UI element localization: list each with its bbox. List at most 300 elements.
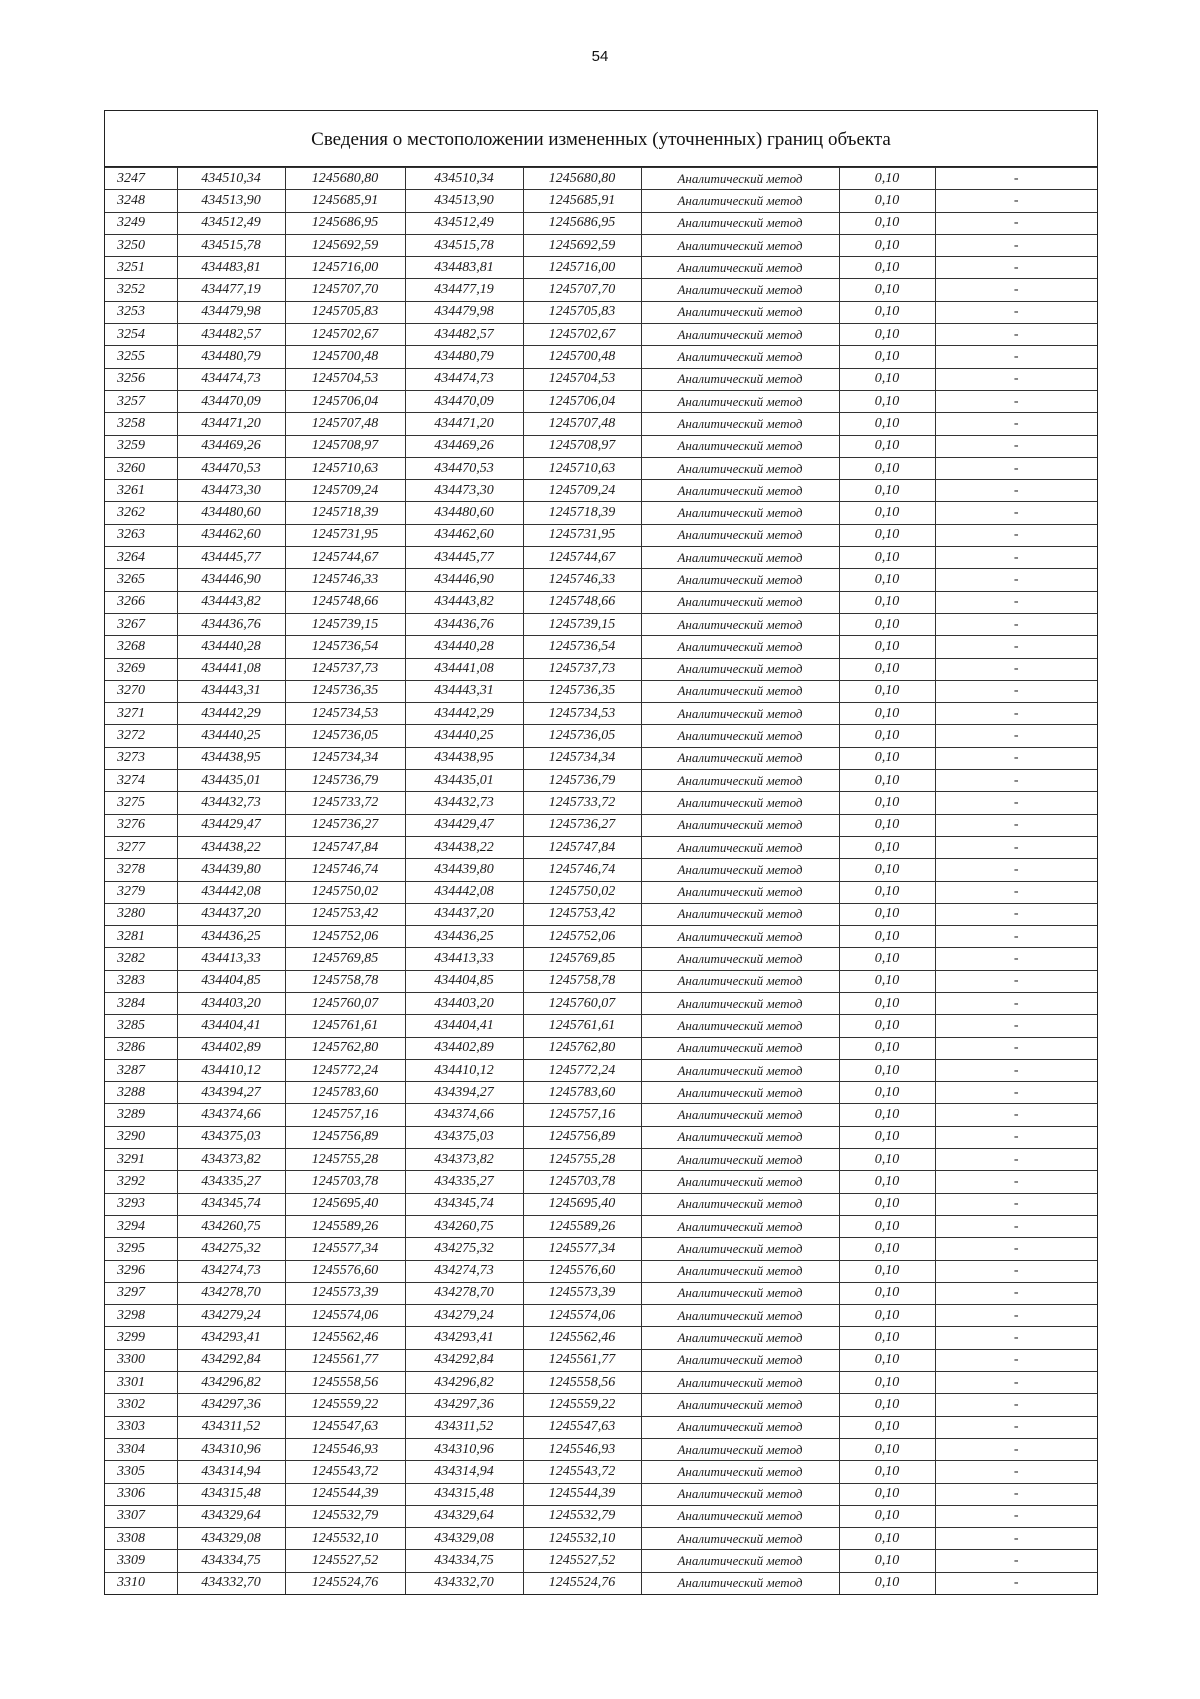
x-refined-cell: 434311,52	[405, 1416, 523, 1438]
x-existing-cell: 434332,70	[177, 1572, 285, 1594]
method-cell: Аналитический метод	[641, 948, 839, 970]
method-cell: Аналитический метод	[641, 1193, 839, 1215]
method-cell: Аналитический метод	[641, 859, 839, 881]
method-cell: Аналитический метод	[641, 1438, 839, 1460]
y-existing-cell: 1245744,67	[285, 547, 405, 569]
precision-cell: 0,10	[839, 547, 935, 569]
table-row	[105, 1215, 1097, 1237]
method-cell: Аналитический метод	[641, 234, 839, 256]
y-existing-cell: 1245750,02	[285, 881, 405, 903]
x-existing-cell: 434292,84	[177, 1349, 285, 1371]
y-refined-cell: 1245559,22	[523, 1394, 641, 1416]
precision-cell: 0,10	[839, 926, 935, 948]
table-row	[105, 903, 1097, 925]
precision-cell: 0,10	[839, 1260, 935, 1282]
table-row	[105, 1238, 1097, 1260]
y-existing-cell: 1245736,27	[285, 814, 405, 836]
x-refined-cell: 434435,01	[405, 770, 523, 792]
point-number-cell: 3288	[105, 1082, 177, 1104]
point-number-cell: 3272	[105, 725, 177, 747]
y-refined-cell: 1245703,78	[523, 1171, 641, 1193]
table-row	[105, 1059, 1097, 1081]
y-existing-cell: 1245695,40	[285, 1193, 405, 1215]
point-number-cell: 3306	[105, 1483, 177, 1505]
y-existing-cell: 1245718,39	[285, 502, 405, 524]
x-existing-cell: 434470,09	[177, 390, 285, 412]
precision-cell: 0,10	[839, 368, 935, 390]
y-refined-cell: 1245543,72	[523, 1461, 641, 1483]
y-existing-cell: 1245546,93	[285, 1438, 405, 1460]
x-existing-cell: 434440,28	[177, 636, 285, 658]
table-row	[105, 390, 1097, 412]
x-refined-cell: 434404,41	[405, 1015, 523, 1037]
point-number-cell: 3253	[105, 301, 177, 323]
precision-cell: 0,10	[839, 1572, 935, 1594]
table-row	[105, 1461, 1097, 1483]
x-refined-cell: 434442,29	[405, 703, 523, 725]
x-refined-cell: 434443,31	[405, 680, 523, 702]
table-row	[105, 547, 1097, 569]
method-cell: Аналитический метод	[641, 703, 839, 725]
x-refined-cell: 434274,73	[405, 1260, 523, 1282]
precision-cell: 0,10	[839, 680, 935, 702]
point-number-cell: 3287	[105, 1059, 177, 1081]
point-number-cell: 3308	[105, 1528, 177, 1550]
description-cell: -	[935, 636, 1097, 658]
point-number-cell: 3284	[105, 992, 177, 1014]
x-existing-cell: 434293,41	[177, 1327, 285, 1349]
point-number-cell: 3298	[105, 1305, 177, 1327]
table-row	[105, 1438, 1097, 1460]
method-cell: Аналитический метод	[641, 324, 839, 346]
x-refined-cell: 434471,20	[405, 413, 523, 435]
description-cell: -	[935, 435, 1097, 457]
table-row	[105, 234, 1097, 256]
description-cell: -	[935, 1126, 1097, 1148]
description-cell: -	[935, 1215, 1097, 1237]
y-existing-cell: 1245746,33	[285, 569, 405, 591]
table-row	[105, 814, 1097, 836]
x-refined-cell: 434297,36	[405, 1394, 523, 1416]
point-number-cell: 3274	[105, 770, 177, 792]
y-existing-cell: 1245731,95	[285, 524, 405, 546]
x-refined-cell: 434479,98	[405, 301, 523, 323]
description-cell: -	[935, 1438, 1097, 1460]
point-number-cell: 3264	[105, 547, 177, 569]
precision-cell: 0,10	[839, 1461, 935, 1483]
description-cell: -	[935, 569, 1097, 591]
description-cell: -	[935, 591, 1097, 613]
y-existing-cell: 1245559,22	[285, 1394, 405, 1416]
x-refined-cell: 434470,53	[405, 457, 523, 479]
point-number-cell: 3273	[105, 747, 177, 769]
description-cell: -	[935, 992, 1097, 1014]
method-cell: Аналитический метод	[641, 680, 839, 702]
description-cell: -	[935, 279, 1097, 301]
y-refined-cell: 1245752,06	[523, 926, 641, 948]
precision-cell: 0,10	[839, 836, 935, 858]
table-row	[105, 457, 1097, 479]
description-cell: -	[935, 881, 1097, 903]
table-row	[105, 926, 1097, 948]
description-cell: -	[935, 257, 1097, 279]
y-existing-cell: 1245558,56	[285, 1372, 405, 1394]
x-refined-cell: 434473,30	[405, 480, 523, 502]
table-row	[105, 1327, 1097, 1349]
x-refined-cell: 434293,41	[405, 1327, 523, 1349]
method-cell: Аналитический метод	[641, 301, 839, 323]
x-refined-cell: 434512,49	[405, 212, 523, 234]
y-refined-cell: 1245710,63	[523, 457, 641, 479]
point-number-cell: 3265	[105, 569, 177, 591]
table-row	[105, 1171, 1097, 1193]
x-existing-cell: 434375,03	[177, 1126, 285, 1148]
point-number-cell: 3269	[105, 658, 177, 680]
method-cell: Аналитический метод	[641, 881, 839, 903]
x-refined-cell: 434462,60	[405, 524, 523, 546]
method-cell: Аналитический метод	[641, 591, 839, 613]
method-cell: Аналитический метод	[641, 1505, 839, 1527]
y-existing-cell: 1245686,95	[285, 212, 405, 234]
table-row	[105, 1015, 1097, 1037]
precision-cell: 0,10	[839, 168, 935, 190]
point-number-cell: 3285	[105, 1015, 177, 1037]
method-cell: Аналитический метод	[641, 346, 839, 368]
x-existing-cell: 434274,73	[177, 1260, 285, 1282]
precision-cell: 0,10	[839, 480, 935, 502]
table-row	[105, 1572, 1097, 1594]
precision-cell: 0,10	[839, 1372, 935, 1394]
y-existing-cell: 1245716,00	[285, 257, 405, 279]
y-refined-cell: 1245716,00	[523, 257, 641, 279]
point-number-cell: 3254	[105, 324, 177, 346]
precision-cell: 0,10	[839, 1327, 935, 1349]
method-cell: Аналитический метод	[641, 926, 839, 948]
x-refined-cell: 434410,12	[405, 1059, 523, 1081]
x-refined-cell: 434332,70	[405, 1572, 523, 1594]
table-row	[105, 1126, 1097, 1148]
method-cell: Аналитический метод	[641, 903, 839, 925]
precision-cell: 0,10	[839, 413, 935, 435]
point-number-cell: 3263	[105, 524, 177, 546]
x-refined-cell: 434413,33	[405, 948, 523, 970]
x-existing-cell: 434443,82	[177, 591, 285, 613]
point-number-cell: 3259	[105, 435, 177, 457]
y-existing-cell: 1245527,52	[285, 1550, 405, 1572]
table-row	[105, 792, 1097, 814]
precision-cell: 0,10	[839, 770, 935, 792]
table-row	[105, 413, 1097, 435]
y-refined-cell: 1245686,95	[523, 212, 641, 234]
description-cell: -	[935, 814, 1097, 836]
method-cell: Аналитический метод	[641, 390, 839, 412]
y-existing-cell: 1245702,67	[285, 324, 405, 346]
y-refined-cell: 1245707,70	[523, 279, 641, 301]
description-cell: -	[935, 970, 1097, 992]
table-row	[105, 1483, 1097, 1505]
precision-cell: 0,10	[839, 747, 935, 769]
x-existing-cell: 434260,75	[177, 1215, 285, 1237]
description-cell: -	[935, 1260, 1097, 1282]
x-refined-cell: 434439,80	[405, 859, 523, 881]
y-existing-cell: 1245710,63	[285, 457, 405, 479]
point-number-cell: 3301	[105, 1372, 177, 1394]
y-existing-cell: 1245708,97	[285, 435, 405, 457]
point-number-cell: 3290	[105, 1126, 177, 1148]
point-number-cell: 3257	[105, 390, 177, 412]
y-refined-cell: 1245532,10	[523, 1528, 641, 1550]
description-cell: -	[935, 836, 1097, 858]
point-number-cell: 3278	[105, 859, 177, 881]
description-cell: -	[935, 1550, 1097, 1572]
method-cell: Аналитический метод	[641, 1416, 839, 1438]
point-number-cell: 3275	[105, 792, 177, 814]
point-number-cell: 3261	[105, 480, 177, 502]
x-refined-cell: 434440,28	[405, 636, 523, 658]
y-refined-cell: 1245757,16	[523, 1104, 641, 1126]
method-cell: Аналитический метод	[641, 1238, 839, 1260]
x-refined-cell: 434278,70	[405, 1282, 523, 1304]
table-row	[105, 613, 1097, 635]
x-refined-cell: 434515,78	[405, 234, 523, 256]
description-cell: -	[935, 948, 1097, 970]
y-existing-cell: 1245577,34	[285, 1238, 405, 1260]
y-existing-cell: 1245746,74	[285, 859, 405, 881]
method-cell: Аналитический метод	[641, 1305, 839, 1327]
y-existing-cell: 1245733,72	[285, 792, 405, 814]
method-cell: Аналитический метод	[641, 1282, 839, 1304]
x-refined-cell: 434260,75	[405, 1215, 523, 1237]
description-cell: -	[935, 1372, 1097, 1394]
table-row	[105, 703, 1097, 725]
y-refined-cell: 1245709,24	[523, 480, 641, 502]
point-number-cell: 3299	[105, 1327, 177, 1349]
y-refined-cell: 1245524,76	[523, 1572, 641, 1594]
description-cell: -	[935, 1505, 1097, 1527]
x-existing-cell: 434513,90	[177, 190, 285, 212]
y-refined-cell: 1245756,89	[523, 1126, 641, 1148]
x-existing-cell: 434404,41	[177, 1015, 285, 1037]
precision-cell: 0,10	[839, 502, 935, 524]
method-cell: Аналитический метод	[641, 1528, 839, 1550]
x-refined-cell: 434443,82	[405, 591, 523, 613]
y-existing-cell: 1245737,73	[285, 658, 405, 680]
description-cell: -	[935, 390, 1097, 412]
point-number-cell: 3283	[105, 970, 177, 992]
description-cell: -	[935, 770, 1097, 792]
method-cell: Аналитический метод	[641, 1327, 839, 1349]
description-cell: -	[935, 1238, 1097, 1260]
description-cell: -	[935, 1015, 1097, 1037]
y-existing-cell: 1245734,53	[285, 703, 405, 725]
x-existing-cell: 434436,76	[177, 613, 285, 635]
y-refined-cell: 1245755,28	[523, 1149, 641, 1171]
x-refined-cell: 434442,08	[405, 881, 523, 903]
y-existing-cell: 1245761,61	[285, 1015, 405, 1037]
y-existing-cell: 1245704,53	[285, 368, 405, 390]
precision-cell: 0,10	[839, 814, 935, 836]
point-number-cell: 3260	[105, 457, 177, 479]
x-refined-cell: 434510,34	[405, 168, 523, 190]
x-refined-cell: 434474,73	[405, 368, 523, 390]
method-cell: Аналитический метод	[641, 502, 839, 524]
table-row	[105, 1082, 1097, 1104]
method-cell: Аналитический метод	[641, 613, 839, 635]
table-row	[105, 680, 1097, 702]
precision-cell: 0,10	[839, 903, 935, 925]
x-refined-cell: 434440,25	[405, 725, 523, 747]
table-row	[105, 1550, 1097, 1572]
x-refined-cell: 434513,90	[405, 190, 523, 212]
x-existing-cell: 434443,31	[177, 680, 285, 702]
description-cell: -	[935, 1483, 1097, 1505]
point-number-cell: 3247	[105, 168, 177, 190]
description-cell: -	[935, 301, 1097, 323]
table-row	[105, 1528, 1097, 1550]
y-refined-cell: 1245574,06	[523, 1305, 641, 1327]
table-row	[105, 992, 1097, 1014]
precision-cell: 0,10	[839, 1349, 935, 1371]
precision-cell: 0,10	[839, 1037, 935, 1059]
method-cell: Аналитический метод	[641, 190, 839, 212]
method-cell: Аналитический метод	[641, 457, 839, 479]
point-number-cell: 3279	[105, 881, 177, 903]
x-existing-cell: 434510,34	[177, 168, 285, 190]
y-existing-cell: 1245753,42	[285, 903, 405, 925]
point-number-cell: 3307	[105, 1505, 177, 1527]
y-refined-cell: 1245544,39	[523, 1483, 641, 1505]
x-refined-cell: 434445,77	[405, 547, 523, 569]
y-refined-cell: 1245736,35	[523, 680, 641, 702]
x-refined-cell: 434446,90	[405, 569, 523, 591]
table-row	[105, 257, 1097, 279]
method-cell: Аналитический метод	[641, 1082, 839, 1104]
method-cell: Аналитический метод	[641, 1461, 839, 1483]
method-cell: Аналитический метод	[641, 1394, 839, 1416]
table-row	[105, 725, 1097, 747]
x-refined-cell: 434436,76	[405, 613, 523, 635]
point-number-cell: 3248	[105, 190, 177, 212]
precision-cell: 0,10	[839, 524, 935, 546]
description-cell: -	[935, 680, 1097, 702]
description-cell: -	[935, 1149, 1097, 1171]
x-existing-cell: 434480,79	[177, 346, 285, 368]
y-existing-cell: 1245532,10	[285, 1528, 405, 1550]
x-refined-cell: 434438,22	[405, 836, 523, 858]
precision-cell: 0,10	[839, 279, 935, 301]
y-refined-cell: 1245737,73	[523, 658, 641, 680]
table-row	[105, 502, 1097, 524]
description-cell: -	[935, 747, 1097, 769]
x-existing-cell: 434311,52	[177, 1416, 285, 1438]
x-refined-cell: 434441,08	[405, 658, 523, 680]
point-number-cell: 3255	[105, 346, 177, 368]
precision-cell: 0,10	[839, 992, 935, 1014]
y-refined-cell: 1245783,60	[523, 1082, 641, 1104]
x-refined-cell: 434432,73	[405, 792, 523, 814]
x-existing-cell: 434479,98	[177, 301, 285, 323]
y-existing-cell: 1245574,06	[285, 1305, 405, 1327]
y-existing-cell: 1245734,34	[285, 747, 405, 769]
description-cell: -	[935, 1416, 1097, 1438]
y-existing-cell: 1245709,24	[285, 480, 405, 502]
y-existing-cell: 1245680,80	[285, 168, 405, 190]
description-cell: -	[935, 368, 1097, 390]
y-refined-cell: 1245700,48	[523, 346, 641, 368]
y-existing-cell: 1245736,35	[285, 680, 405, 702]
x-refined-cell: 434480,60	[405, 502, 523, 524]
description-cell: -	[935, 1082, 1097, 1104]
y-existing-cell: 1245752,06	[285, 926, 405, 948]
x-existing-cell: 434279,24	[177, 1305, 285, 1327]
point-number-cell: 3305	[105, 1461, 177, 1483]
x-existing-cell: 434480,60	[177, 502, 285, 524]
y-existing-cell: 1245547,63	[285, 1416, 405, 1438]
y-refined-cell: 1245746,74	[523, 859, 641, 881]
point-number-cell: 3268	[105, 636, 177, 658]
y-existing-cell: 1245543,72	[285, 1461, 405, 1483]
precision-cell: 0,10	[839, 725, 935, 747]
y-existing-cell: 1245707,48	[285, 413, 405, 435]
y-refined-cell: 1245577,34	[523, 1238, 641, 1260]
description-cell: -	[935, 903, 1097, 925]
coordinates-table	[105, 167, 1097, 1594]
y-refined-cell: 1245736,05	[523, 725, 641, 747]
table-title: Сведения о местоположении измененных (уточненных) границ объекта	[105, 111, 1097, 167]
table-row	[105, 368, 1097, 390]
x-refined-cell: 434329,64	[405, 1505, 523, 1527]
x-existing-cell: 434437,20	[177, 903, 285, 925]
method-cell: Аналитический метод	[641, 368, 839, 390]
precision-cell: 0,10	[839, 1416, 935, 1438]
x-existing-cell: 434429,47	[177, 814, 285, 836]
y-refined-cell: 1245748,66	[523, 591, 641, 613]
y-refined-cell: 1245562,46	[523, 1327, 641, 1349]
precision-cell: 0,10	[839, 234, 935, 256]
y-refined-cell: 1245705,83	[523, 301, 641, 323]
x-existing-cell: 434314,94	[177, 1461, 285, 1483]
y-existing-cell: 1245524,76	[285, 1572, 405, 1594]
y-existing-cell: 1245685,91	[285, 190, 405, 212]
y-refined-cell: 1245753,42	[523, 903, 641, 925]
method-cell: Аналитический метод	[641, 747, 839, 769]
y-refined-cell: 1245769,85	[523, 948, 641, 970]
x-refined-cell: 434279,24	[405, 1305, 523, 1327]
description-cell: -	[935, 324, 1097, 346]
precision-cell: 0,10	[839, 1215, 935, 1237]
point-number-cell: 3267	[105, 613, 177, 635]
y-refined-cell: 1245527,52	[523, 1550, 641, 1572]
precision-cell: 0,10	[839, 1483, 935, 1505]
method-cell: Аналитический метод	[641, 257, 839, 279]
x-refined-cell: 434329,08	[405, 1528, 523, 1550]
x-refined-cell: 434470,09	[405, 390, 523, 412]
x-refined-cell: 434275,32	[405, 1238, 523, 1260]
point-number-cell: 3249	[105, 212, 177, 234]
description-cell: -	[935, 613, 1097, 635]
y-existing-cell: 1245705,83	[285, 301, 405, 323]
description-cell: -	[935, 190, 1097, 212]
method-cell: Аналитический метод	[641, 1260, 839, 1282]
y-refined-cell: 1245692,59	[523, 234, 641, 256]
x-existing-cell: 434482,57	[177, 324, 285, 346]
x-existing-cell: 434512,49	[177, 212, 285, 234]
y-refined-cell: 1245760,07	[523, 992, 641, 1014]
x-existing-cell: 434404,85	[177, 970, 285, 992]
method-cell: Аналитический метод	[641, 1104, 839, 1126]
method-cell: Аналитический метод	[641, 279, 839, 301]
table-row	[105, 770, 1097, 792]
